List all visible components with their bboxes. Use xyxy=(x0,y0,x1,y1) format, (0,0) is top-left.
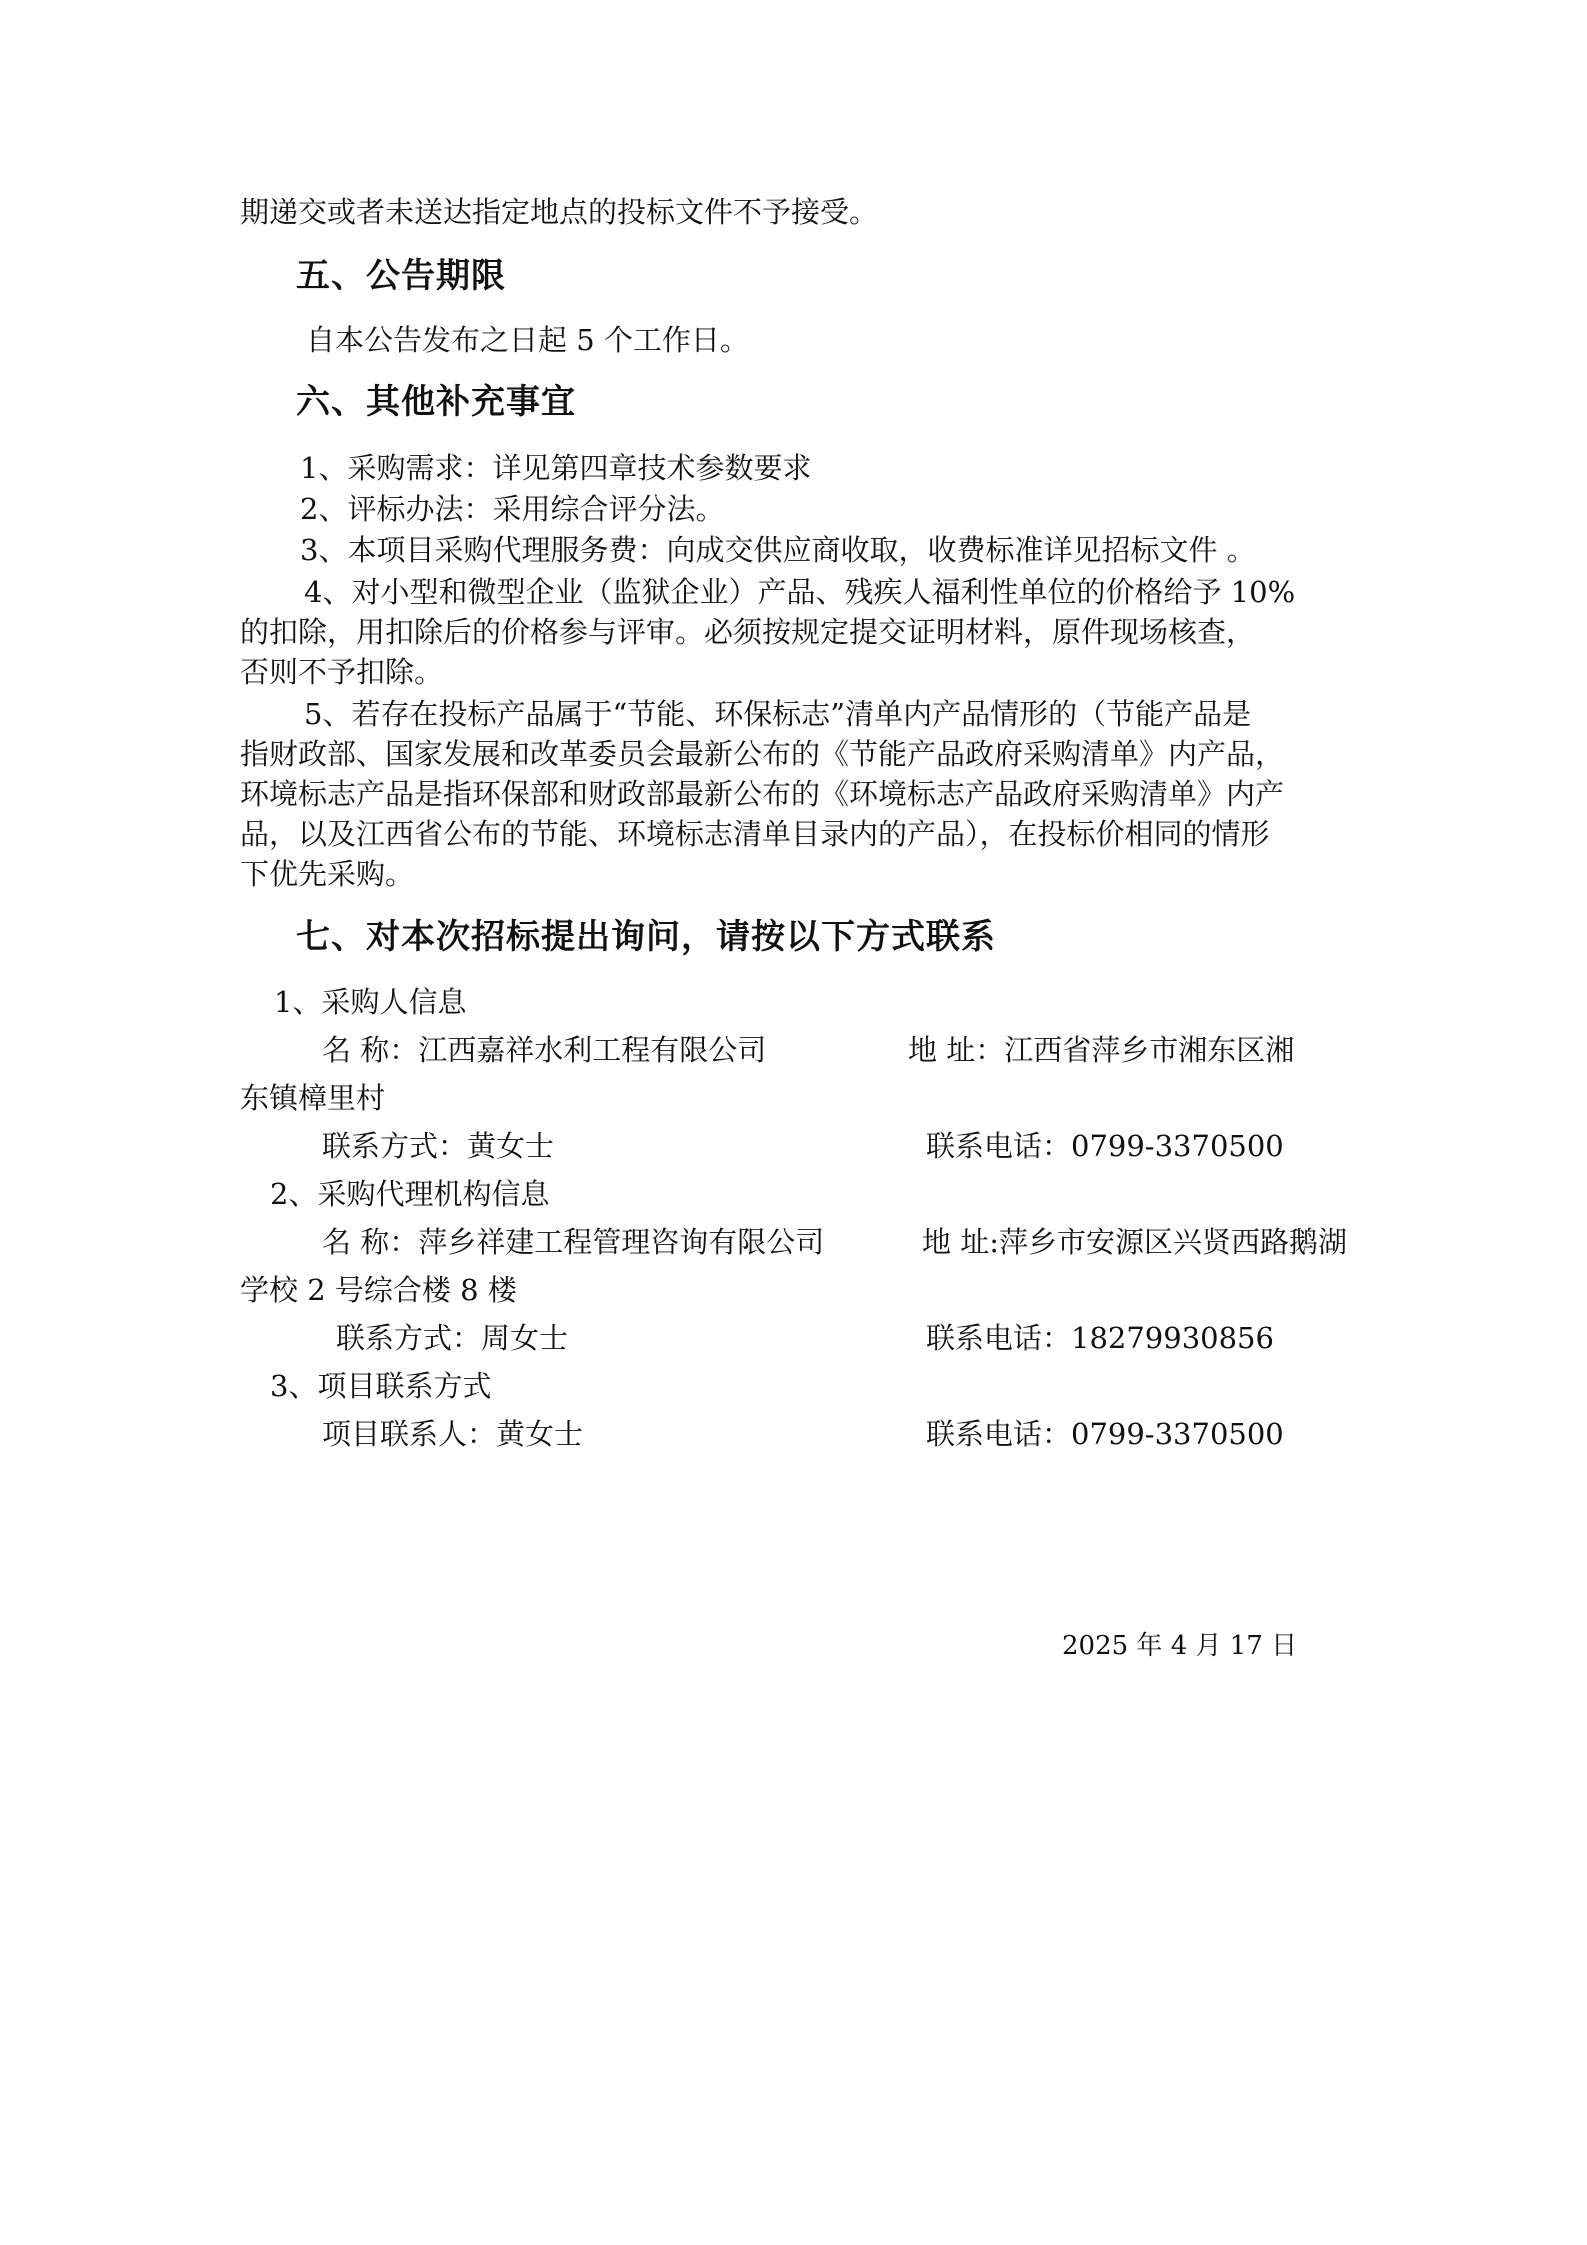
agency-phone: 联系电话：18279930856 xyxy=(926,1321,1274,1355)
section7-heading: 七、对本次招标提出询问，请按以下方式联系 xyxy=(296,917,996,957)
document-date: 2025 年 4 月 17 日 xyxy=(1062,1631,1298,1661)
item4-line: 的扣除，用扣除后的价格参与评审。必须按规定提交证明材料，原件现场核查， xyxy=(240,615,1256,649)
agency-contact: 联系方式：周女士 xyxy=(336,1321,569,1355)
agency-address-cont: 学校 2 号综合楼 8 楼 xyxy=(240,1273,517,1307)
purchaser-phone: 联系电话：0799-3370500 xyxy=(926,1129,1284,1163)
agency-name: 名 称：萍乡祥建工程管理咨询有限公司 xyxy=(322,1225,825,1259)
continuation-text: 期递交或者未送达指定地点的投标文件不予接受。 xyxy=(240,195,879,229)
item5-line: 下优先采购。 xyxy=(240,857,415,891)
agency-title: 2、采购代理机构信息 xyxy=(270,1177,550,1211)
item1-text: 1、采购需求：详见第四章技术参数要求 xyxy=(300,451,812,485)
item5-line: 环境标志产品是指环保部和财政部最新公布的《环境标志产品政府采购清单》内产 xyxy=(240,777,1285,811)
section5-text: 自本公告发布之日起 5 个工作日。 xyxy=(306,323,749,357)
purchaser-title: 1、采购人信息 xyxy=(274,985,467,1019)
purchaser-address: 地 址：江西省萍乡市湘东区湘 xyxy=(908,1033,1295,1067)
project-phone: 联系电话：0799-3370500 xyxy=(926,1417,1284,1451)
project-contact: 项目联系人：黄女士 xyxy=(322,1417,584,1451)
purchaser-address-cont: 东镇樟里村 xyxy=(240,1081,386,1115)
section5-heading: 五、公告期限 xyxy=(296,256,506,296)
item4-line: 否则不予扣除。 xyxy=(240,655,444,689)
item5-line: 5、若存在投标产品属于“节能、环保标志”清单内产品情形的（节能产品是 xyxy=(304,697,1252,731)
item5-line: 品，以及江西省公布的节能、环境标志清单目录内的产品），在投标价相同的情形 xyxy=(240,817,1270,851)
purchaser-name: 名 称：江西嘉祥水利工程有限公司 xyxy=(322,1033,767,1067)
item5-line: 指财政部、国家发展和改革委员会最新公布的《节能产品政府采购清单》内产品， xyxy=(240,737,1285,771)
project-title: 3、项目联系方式 xyxy=(270,1369,492,1403)
agency-address: 地 址:萍乡市安源区兴贤西路鹅湖 xyxy=(922,1225,1347,1259)
item2-text: 2、评标办法：采用综合评分法。 xyxy=(300,492,725,526)
item4-line: 4、对小型和微型企业（监狱企业）产品、残疾人福利性单位的价格给予 10% xyxy=(304,575,1296,609)
purchaser-contact: 联系方式：黄女士 xyxy=(322,1129,555,1163)
item3-text: 3、本项目采购代理服务费：向成交供应商收取，收费标准详见招标文件 。 xyxy=(300,533,1256,567)
section6-heading: 六、其他补充事宜 xyxy=(296,382,576,422)
